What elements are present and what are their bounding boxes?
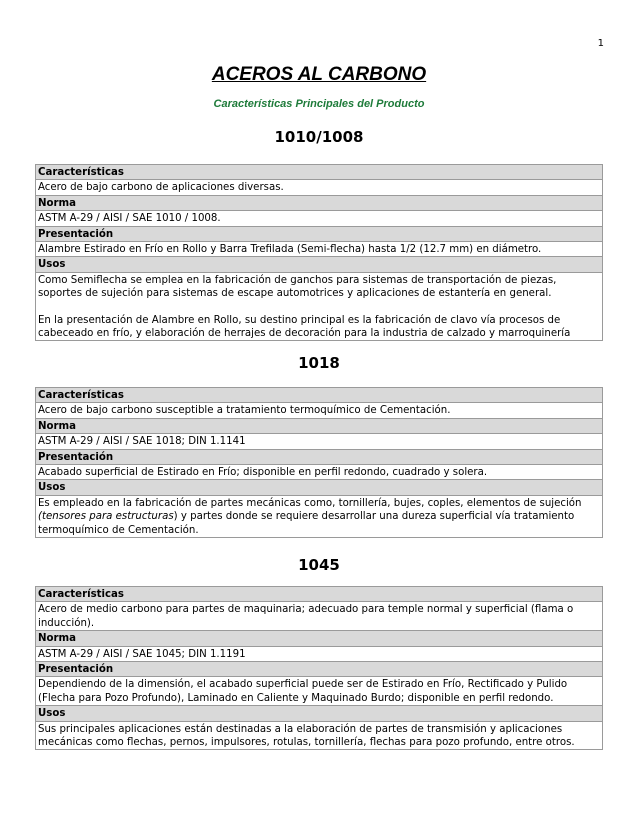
document-title: ACEROS AL CARBONO (211, 64, 427, 85)
norma-value: ASTM A-29 / AISI / SAE 1010 / 1008. (36, 211, 603, 226)
norma-label: Norma (36, 631, 603, 646)
page-number: 1 (597, 38, 604, 49)
caracteristicas-value: Acero de bajo carbono susceptible a tratamiento termoquímico de Cementación. (36, 403, 603, 418)
usos-value (36, 495, 603, 537)
usos-label: Usos (36, 706, 603, 721)
norma-value: ASTM A-29 / AISI / SAE 1045; DIN 1.1191 (36, 646, 603, 661)
presentacion-label: Presentación (36, 449, 603, 464)
presentacion-value: Alambre Estirado en Frío en Rollo y Barra Trefilada (Semi-flecha) hasta 1/2 (12.7 mm) en diámetro. (36, 242, 603, 257)
grade-heading-1018: 1018 (298, 354, 340, 372)
presentacion-value: Dependiendo de la dimensión, el acabado superficial puede ser de Estirado en Frío, Rectificado y Pulido (Flecha para Pozo Profundo), Laminado en Caliente y Maquinado Burdo; disponible en perfil redondo. (36, 677, 603, 706)
usos-text-a: Es empleado en la fabricación de partes mecánicas como, tornillería, bujes, coples, elementos de sujeción (38, 497, 582, 509)
spec-table-1045 (35, 586, 603, 750)
spec-table-1018 (35, 387, 603, 538)
norma-label: Norma (36, 195, 603, 210)
norma-label: Norma (36, 418, 603, 433)
usos-value (36, 272, 603, 341)
usos-paragraph-2: En la presentación de Alambre en Rollo, su destino principal es la fabricación de clavo vía procesos de cabeceado en frío, y elaboración de herrajes de decoración para la industria de calzado y marroquinería (38, 314, 571, 340)
usos-text-b: ) y partes donde se requiere desarrollar una dureza superficial vía tratamiento termoquímico de Cementación. (38, 511, 575, 536)
caracteristicas-label: Características (36, 587, 603, 602)
caracteristicas-value: Acero de bajo carbono de aplicaciones diversas. (36, 180, 603, 195)
usos-label: Usos (36, 480, 603, 495)
norma-value: ASTM A-29 / AISI / SAE 1018; DIN 1.1141 (36, 434, 603, 449)
grade-heading-1045: 1045 (298, 556, 340, 574)
document-subtitle: Características Principales del Producto (213, 98, 425, 110)
presentacion-label: Presentación (36, 226, 603, 241)
usos-paragraph-1: Como Semiflecha se emplea en la fabricación de ganchos para sistemas de transportación de piezas, soportes de sujeción para sistemas de escape automotrices y aplicaciones de estantería en general. (38, 274, 557, 300)
presentacion-label: Presentación (36, 662, 603, 677)
presentacion-value: Acabado superficial de Estirado en Frío; disponible en perfil redondo, cuadrado y solera. (36, 465, 603, 480)
usos-label: Usos (36, 257, 603, 272)
usos-text-italic: (tensores para estructuras (38, 511, 174, 523)
spec-table-1010-1008 (35, 164, 603, 341)
caracteristicas-label: Características (36, 165, 603, 180)
usos-value: Sus principales aplicaciones están destinadas a la elaboración de partes de transmisión y aplicaciones mecánicas como flechas, pernos, impulsores, rotulas, tornillería, flechas para pozo profundo, entre otros. (36, 721, 603, 750)
grade-heading-1010-1008: 1010/1008 (274, 128, 364, 146)
caracteristicas-value: Acero de medio carbono para partes de maquinaria; adecuado para temple normal y superficial (flama o inducción). (36, 602, 603, 631)
caracteristicas-label: Características (36, 388, 603, 403)
